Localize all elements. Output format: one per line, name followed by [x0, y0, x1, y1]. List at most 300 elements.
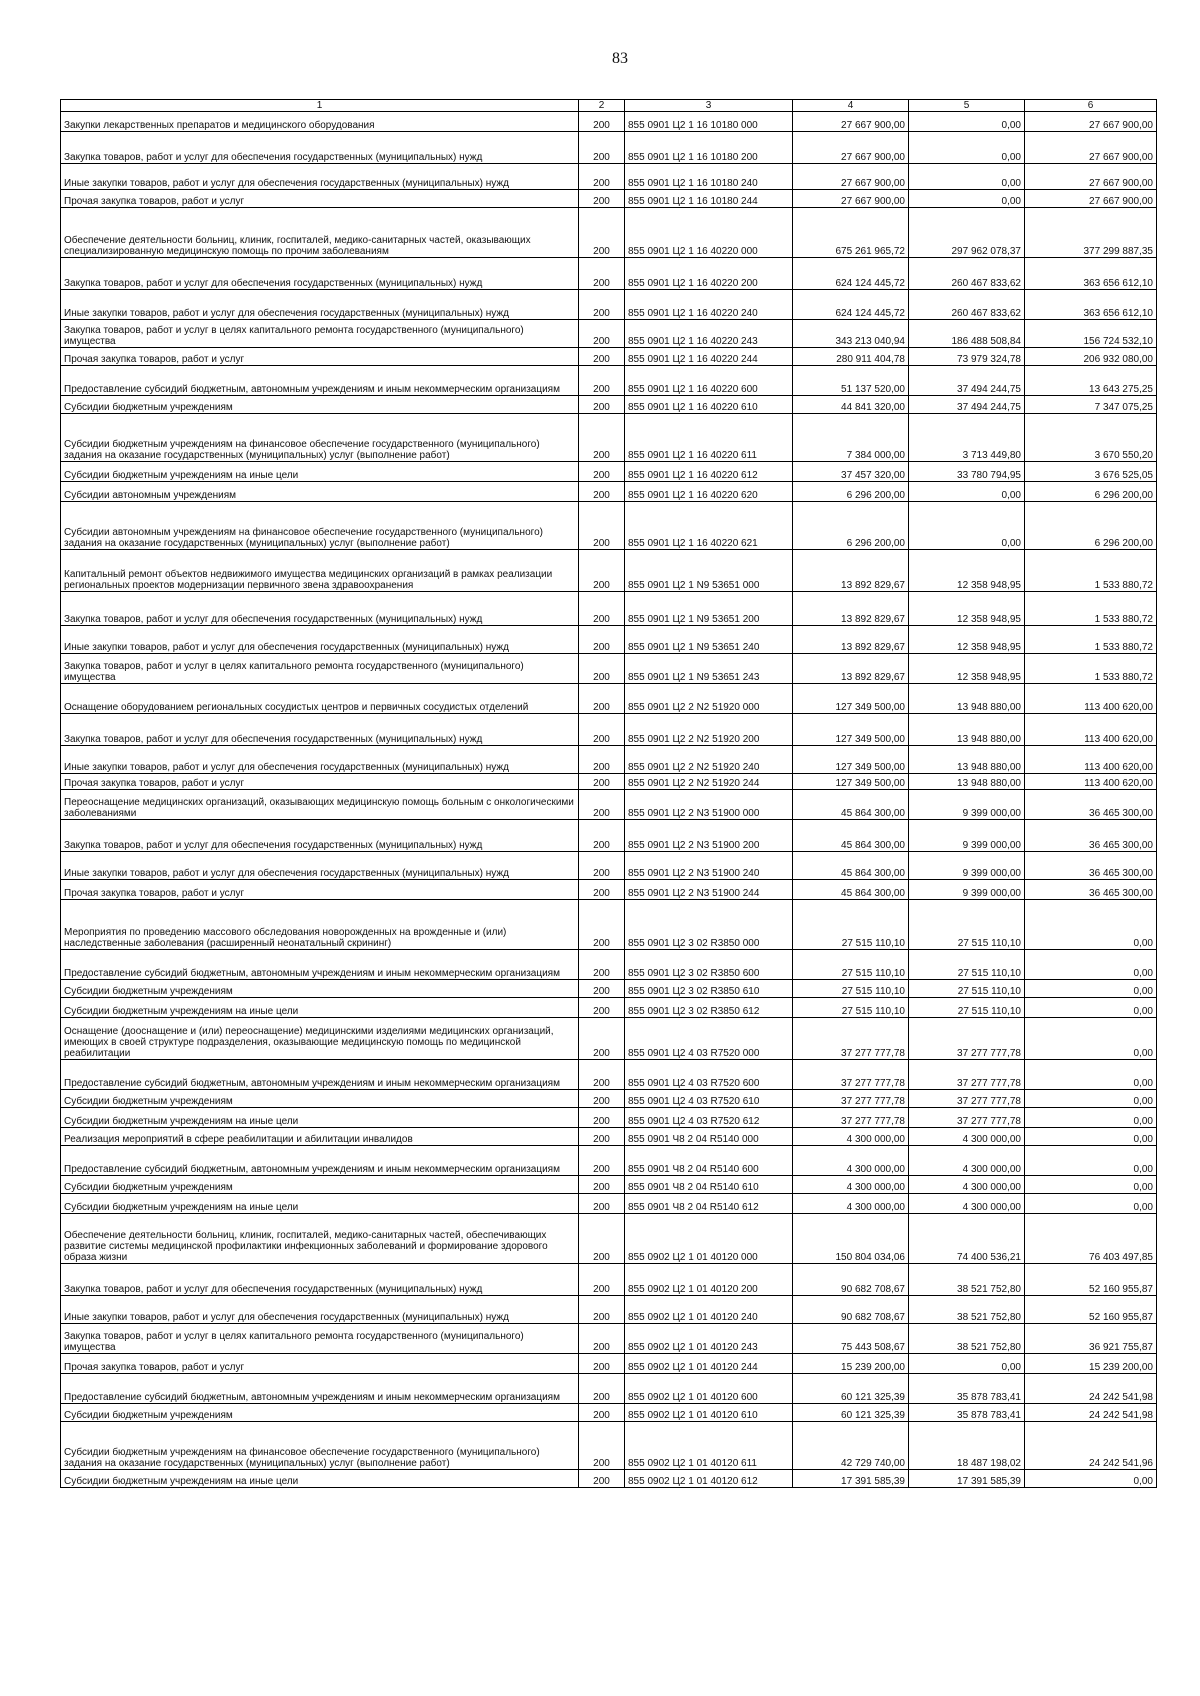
row-name: Иные закупки товаров, работ и услуг для обеспечения государственных (муниципальных) нужд — [61, 626, 579, 654]
row-value-6: 1 533 880,72 — [1025, 626, 1157, 654]
row-value-6: 15 239 200,00 — [1025, 1354, 1157, 1374]
row-value-6: 76 403 497,85 — [1025, 1214, 1157, 1264]
row-value-5: 27 515 110,10 — [909, 980, 1025, 998]
row-code: 200 — [579, 714, 625, 746]
row-kbk: 855 0901 Ц2 1 16 40220 620 — [625, 482, 793, 502]
row-value-5: 260 467 833,62 — [909, 258, 1025, 290]
page-number: 83 — [612, 50, 628, 67]
row-kbk: 855 0901 Ц2 1 16 10180 000 — [625, 112, 793, 132]
table-row — [61, 1404, 1157, 1422]
row-code: 200 — [579, 1194, 625, 1214]
table-row — [61, 714, 1157, 746]
row-kbk: 855 0901 Ч8 2 04 R5140 000 — [625, 1128, 793, 1146]
table-row — [61, 366, 1157, 396]
row-name: Закупка товаров, работ и услуг для обеспечения государственных (муниципальных) нужд — [61, 820, 579, 852]
row-value-6: 0,00 — [1025, 1194, 1157, 1214]
row-value-5: 74 400 536,21 — [909, 1214, 1025, 1264]
row-name: Субсидии бюджетным учреждениям — [61, 980, 579, 998]
row-value-6: 0,00 — [1025, 1018, 1157, 1060]
table-row — [61, 790, 1157, 820]
row-value-4: 27 515 110,10 — [793, 980, 909, 998]
row-kbk: 855 0901 Ц2 1 N9 53651 000 — [625, 550, 793, 592]
table-row — [61, 820, 1157, 852]
row-code: 200 — [579, 998, 625, 1018]
table-row — [61, 208, 1157, 258]
row-value-5: 3 713 449,80 — [909, 414, 1025, 462]
row-value-4: 44 841 320,00 — [793, 396, 909, 414]
header-col-4: 4 — [793, 100, 909, 112]
row-value-4: 45 864 300,00 — [793, 880, 909, 900]
row-name: Иные закупки товаров, работ и услуг для обеспечения государственных (муниципальных) нужд — [61, 746, 579, 774]
row-value-4: 4 300 000,00 — [793, 1128, 909, 1146]
row-kbk: 855 0901 Ц2 2 N3 51900 000 — [625, 790, 793, 820]
row-code: 200 — [579, 1018, 625, 1060]
row-code: 200 — [579, 1128, 625, 1146]
row-value-4: 6 296 200,00 — [793, 502, 909, 550]
row-code: 200 — [579, 774, 625, 790]
row-value-4: 27 667 900,00 — [793, 164, 909, 190]
row-code: 200 — [579, 852, 625, 880]
row-value-4: 60 121 325,39 — [793, 1404, 909, 1422]
table-row — [61, 1194, 1157, 1214]
table-row — [61, 654, 1157, 684]
row-value-5: 4 300 000,00 — [909, 1176, 1025, 1194]
table-row — [61, 980, 1157, 998]
row-name: Субсидии бюджетным учреждениям на иные цели — [61, 462, 579, 482]
row-kbk: 855 0901 Ц2 1 16 40220 243 — [625, 320, 793, 348]
row-code: 200 — [579, 502, 625, 550]
row-value-5: 38 521 752,80 — [909, 1296, 1025, 1324]
row-value-5: 38 521 752,80 — [909, 1324, 1025, 1354]
row-value-4: 42 729 740,00 — [793, 1422, 909, 1470]
table-row — [61, 684, 1157, 714]
row-value-4: 280 911 404,78 — [793, 348, 909, 366]
table-row — [61, 880, 1157, 900]
row-code: 200 — [579, 1108, 625, 1128]
row-name: Закупка товаров, работ и услуг для обеспечения государственных (муниципальных) нужд — [61, 258, 579, 290]
row-kbk: 855 0901 Ц2 1 16 40220 611 — [625, 414, 793, 462]
header-col-5: 5 — [909, 100, 1025, 112]
row-kbk: 855 0901 Ц2 2 N3 51900 240 — [625, 852, 793, 880]
row-name: Закупка товаров, работ и услуг для обеспечения государственных (муниципальных) нужд — [61, 132, 579, 164]
row-value-5: 260 467 833,62 — [909, 290, 1025, 320]
row-name: Прочая закупка товаров, работ и услуг — [61, 774, 579, 790]
row-value-4: 27 515 110,10 — [793, 998, 909, 1018]
row-kbk: 855 0901 Ц2 1 16 40220 600 — [625, 366, 793, 396]
row-value-6: 156 724 532,10 — [1025, 320, 1157, 348]
row-code: 200 — [579, 190, 625, 208]
row-name: Субсидии бюджетным учреждениям — [61, 1090, 579, 1108]
table-row — [61, 190, 1157, 208]
row-name: Субсидии бюджетным учреждениям на финансовое обеспечение государственного (муниципального) задания на оказание государственных (муниципальных) услуг (выполнение работ) — [61, 1422, 579, 1470]
row-name: Иные закупки товаров, работ и услуг для обеспечения государственных (муниципальных) нужд — [61, 164, 579, 190]
row-kbk: 855 0901 Ц2 4 03 R7520 000 — [625, 1018, 793, 1060]
row-value-4: 17 391 585,39 — [793, 1470, 909, 1488]
row-value-4: 4 300 000,00 — [793, 1176, 909, 1194]
row-value-5: 0,00 — [909, 190, 1025, 208]
row-value-6: 1 533 880,72 — [1025, 550, 1157, 592]
row-kbk: 855 0901 Ц2 1 N9 53651 243 — [625, 654, 793, 684]
row-value-6: 36 465 300,00 — [1025, 880, 1157, 900]
row-value-5: 12 358 948,95 — [909, 592, 1025, 626]
table-row — [61, 774, 1157, 790]
row-kbk: 855 0901 Ц2 1 16 10180 244 — [625, 190, 793, 208]
row-kbk: 855 0901 Ц2 1 16 40220 621 — [625, 502, 793, 550]
row-value-4: 27 667 900,00 — [793, 112, 909, 132]
row-kbk: 855 0901 Ц2 3 02 R3850 000 — [625, 900, 793, 950]
row-value-6: 1 533 880,72 — [1025, 592, 1157, 626]
row-code: 200 — [579, 820, 625, 852]
row-value-4: 624 124 445,72 — [793, 258, 909, 290]
row-value-5: 0,00 — [909, 132, 1025, 164]
row-name: Прочая закупка товаров, работ и услуг — [61, 880, 579, 900]
row-name: Закупка товаров, работ и услуг для обеспечения государственных (муниципальных) нужд — [61, 592, 579, 626]
row-value-6: 27 667 900,00 — [1025, 190, 1157, 208]
row-value-5: 35 878 783,41 — [909, 1374, 1025, 1404]
row-value-4: 15 239 200,00 — [793, 1354, 909, 1374]
row-name: Капитальный ремонт объектов недвижимого имущества медицинских организаций в рамках реализации региональных проектов модернизации первичного звена здравоохранения — [61, 550, 579, 592]
row-name: Закупка товаров, работ и услуг в целях капитального ремонта государственного (муниципального) имущества — [61, 1324, 579, 1354]
row-code: 200 — [579, 684, 625, 714]
table-row — [61, 482, 1157, 502]
row-kbk: 855 0901 Ц2 1 N9 53651 200 — [625, 592, 793, 626]
row-kbk: 855 0902 Ц2 1 01 40120 244 — [625, 1354, 793, 1374]
row-value-4: 27 667 900,00 — [793, 132, 909, 164]
row-value-4: 90 682 708,67 — [793, 1296, 909, 1324]
row-value-4: 13 892 829,67 — [793, 550, 909, 592]
table-row — [61, 1264, 1157, 1296]
row-name: Закупка товаров, работ и услуг для обеспечения государственных (муниципальных) нужд — [61, 1264, 579, 1296]
table-row — [61, 462, 1157, 482]
row-value-5: 27 515 110,10 — [909, 900, 1025, 950]
row-value-6: 0,00 — [1025, 980, 1157, 998]
row-value-5: 13 948 880,00 — [909, 774, 1025, 790]
row-kbk: 855 0901 Ц2 1 16 40220 200 — [625, 258, 793, 290]
row-name: Закупка товаров, работ и услуг в целях капитального ремонта государственного (муниципального) имущества — [61, 320, 579, 348]
table-row — [61, 396, 1157, 414]
table-row — [61, 1146, 1157, 1176]
row-code: 200 — [579, 900, 625, 950]
row-name: Мероприятия по проведению массового обследования новорожденных на врожденные и (или) наследственные заболевания (расширенный неонатальный скрининг) — [61, 900, 579, 950]
row-value-4: 127 349 500,00 — [793, 746, 909, 774]
table-row — [61, 1296, 1157, 1324]
budget-table — [60, 99, 1157, 1488]
row-name: Реализация мероприятий в сфере реабилитации и абилитации инвалидов — [61, 1128, 579, 1146]
row-code: 200 — [579, 550, 625, 592]
row-name: Субсидии бюджетным учреждениям на финансовое обеспечение государственного (муниципального) задания на оказание государственных (муниципальных) услуг (выполнение работ) — [61, 414, 579, 462]
table-row — [61, 1374, 1157, 1404]
row-kbk: 855 0901 Ч8 2 04 R5140 610 — [625, 1176, 793, 1194]
row-kbk: 855 0901 Ц2 1 16 10180 240 — [625, 164, 793, 190]
row-value-6: 36 465 300,00 — [1025, 852, 1157, 880]
row-kbk: 855 0901 Ц2 2 N2 51920 000 — [625, 684, 793, 714]
row-value-5: 13 948 880,00 — [909, 746, 1025, 774]
row-kbk: 855 0901 Ц2 2 N2 51920 240 — [625, 746, 793, 774]
row-code: 200 — [579, 482, 625, 502]
table-row — [61, 998, 1157, 1018]
row-value-6: 7 347 075,25 — [1025, 396, 1157, 414]
row-value-6: 206 932 080,00 — [1025, 348, 1157, 366]
row-value-6: 27 667 900,00 — [1025, 112, 1157, 132]
row-value-4: 150 804 034,06 — [793, 1214, 909, 1264]
row-name: Субсидии бюджетным учреждениям — [61, 1404, 579, 1422]
table-row — [61, 1018, 1157, 1060]
row-value-6: 113 400 620,00 — [1025, 714, 1157, 746]
row-code: 200 — [579, 980, 625, 998]
row-value-6: 24 242 541,98 — [1025, 1404, 1157, 1422]
row-value-5: 12 358 948,95 — [909, 654, 1025, 684]
row-name: Оснащение оборудованием региональных сосудистых центров и первичных сосудистых отделений — [61, 684, 579, 714]
row-kbk: 855 0901 Ц2 1 16 40220 244 — [625, 348, 793, 366]
row-value-6: 52 160 955,87 — [1025, 1296, 1157, 1324]
row-kbk: 855 0901 Ц2 4 03 R7520 600 — [625, 1060, 793, 1090]
row-value-5: 0,00 — [909, 164, 1025, 190]
row-kbk: 855 0901 Ч8 2 04 R5140 600 — [625, 1146, 793, 1176]
row-value-6: 113 400 620,00 — [1025, 774, 1157, 790]
row-name: Субсидии автономным учреждениям на финансовое обеспечение государственного (муниципального) задания на оказание государственных (муниципальных) услуг (выполнение работ) — [61, 502, 579, 550]
row-value-5: 9 399 000,00 — [909, 852, 1025, 880]
row-value-6: 24 242 541,98 — [1025, 1374, 1157, 1404]
header-col-2: 2 — [579, 100, 625, 112]
row-name: Иные закупки товаров, работ и услуг для обеспечения государственных (муниципальных) нужд — [61, 290, 579, 320]
row-value-6: 3 670 550,20 — [1025, 414, 1157, 462]
row-name: Субсидии бюджетным учреждениям — [61, 396, 579, 414]
table-row — [61, 414, 1157, 462]
row-value-4: 6 296 200,00 — [793, 482, 909, 502]
row-code: 200 — [579, 366, 625, 396]
row-kbk: 855 0901 Ц2 3 02 R3850 610 — [625, 980, 793, 998]
row-code: 200 — [579, 1296, 625, 1324]
row-value-4: 127 349 500,00 — [793, 684, 909, 714]
row-kbk: 855 0901 Ч8 2 04 R5140 612 — [625, 1194, 793, 1214]
row-code: 200 — [579, 320, 625, 348]
row-code: 200 — [579, 164, 625, 190]
row-kbk: 855 0901 Ц2 2 N2 51920 200 — [625, 714, 793, 746]
row-value-6: 36 465 300,00 — [1025, 790, 1157, 820]
row-value-5: 27 515 110,10 — [909, 998, 1025, 1018]
header-col-1: 1 — [61, 100, 579, 112]
table-row — [61, 1090, 1157, 1108]
row-kbk: 855 0901 Ц2 1 16 40220 612 — [625, 462, 793, 482]
row-value-5: 17 391 585,39 — [909, 1470, 1025, 1488]
row-kbk: 855 0902 Ц2 1 01 40120 611 — [625, 1422, 793, 1470]
row-code: 200 — [579, 626, 625, 654]
table-row — [61, 1060, 1157, 1090]
row-value-6: 6 296 200,00 — [1025, 482, 1157, 502]
row-value-4: 45 864 300,00 — [793, 820, 909, 852]
row-code: 200 — [579, 1146, 625, 1176]
row-name: Оснащение (дооснащение и (или) переоснащение) медицинскими изделиями медицинских организаций, имеющих в своей структуре подразделения, оказывающие медицинскую помощь по медицинской реабилитации — [61, 1018, 579, 1060]
row-value-5: 37 494 244,75 — [909, 396, 1025, 414]
row-value-6: 113 400 620,00 — [1025, 684, 1157, 714]
row-value-5: 12 358 948,95 — [909, 626, 1025, 654]
row-code: 200 — [579, 950, 625, 980]
row-value-4: 37 277 777,78 — [793, 1108, 909, 1128]
row-value-5: 33 780 794,95 — [909, 462, 1025, 482]
row-name: Прочая закупка товаров, работ и услуг — [61, 348, 579, 366]
row-value-4: 75 443 508,67 — [793, 1324, 909, 1354]
table-row — [61, 626, 1157, 654]
row-name: Иные закупки товаров, работ и услуг для обеспечения государственных (муниципальных) нужд — [61, 1296, 579, 1324]
row-kbk: 855 0902 Ц2 1 01 40120 612 — [625, 1470, 793, 1488]
row-code: 200 — [579, 592, 625, 626]
table-row — [61, 112, 1157, 132]
row-value-4: 37 277 777,78 — [793, 1060, 909, 1090]
table-row — [61, 746, 1157, 774]
row-name: Обеспечение деятельности больниц, клиник, госпиталей, медико-санитарных частей, обеспечивающих развитие системы медицинской профилактики инфекционных заболеваний и формирование здорового образа жизни — [61, 1214, 579, 1264]
row-value-6: 0,00 — [1025, 1108, 1157, 1128]
row-kbk: 855 0901 Ц2 1 16 40220 240 — [625, 290, 793, 320]
row-kbk: 855 0901 Ц2 2 N2 51920 244 — [625, 774, 793, 790]
row-code: 200 — [579, 1422, 625, 1470]
row-value-4: 37 277 777,78 — [793, 1090, 909, 1108]
row-code: 200 — [579, 462, 625, 482]
row-value-5: 4 300 000,00 — [909, 1146, 1025, 1176]
row-value-5: 37 277 777,78 — [909, 1060, 1025, 1090]
row-name: Субсидии бюджетным учреждениям на иные цели — [61, 998, 579, 1018]
row-value-4: 624 124 445,72 — [793, 290, 909, 320]
row-name: Закупка товаров, работ и услуг в целях капитального ремонта государственного (муниципального) имущества — [61, 654, 579, 684]
row-value-6: 0,00 — [1025, 1470, 1157, 1488]
header-col-6: 6 — [1025, 100, 1157, 112]
row-name: Предоставление субсидий бюджетным, автономным учреждениям и иным некоммерческим организациям — [61, 1374, 579, 1404]
row-value-4: 343 213 040,94 — [793, 320, 909, 348]
row-value-6: 27 667 900,00 — [1025, 164, 1157, 190]
row-value-5: 27 515 110,10 — [909, 950, 1025, 980]
row-value-6: 0,00 — [1025, 1176, 1157, 1194]
row-code: 200 — [579, 132, 625, 164]
row-value-5: 13 948 880,00 — [909, 684, 1025, 714]
row-value-4: 37 457 320,00 — [793, 462, 909, 482]
row-name: Закупка товаров, работ и услуг для обеспечения государственных (муниципальных) нужд — [61, 714, 579, 746]
table-row — [61, 550, 1157, 592]
row-kbk: 855 0901 Ц2 3 02 R3850 600 — [625, 950, 793, 980]
row-value-5: 18 487 198,02 — [909, 1422, 1025, 1470]
row-kbk: 855 0902 Ц2 1 01 40120 200 — [625, 1264, 793, 1296]
row-code: 200 — [579, 348, 625, 366]
row-code: 200 — [579, 396, 625, 414]
row-kbk: 855 0901 Ц2 4 03 R7520 612 — [625, 1108, 793, 1128]
row-value-6: 0,00 — [1025, 1090, 1157, 1108]
row-name: Предоставление субсидий бюджетным, автономным учреждениям и иным некоммерческим организациям — [61, 1146, 579, 1176]
table-row — [61, 320, 1157, 348]
row-value-6: 36 465 300,00 — [1025, 820, 1157, 852]
row-name: Предоставление субсидий бюджетным, автономным учреждениям и иным некоммерческим организациям — [61, 950, 579, 980]
row-name: Субсидии бюджетным учреждениям на иные цели — [61, 1194, 579, 1214]
row-value-6: 363 656 612,10 — [1025, 258, 1157, 290]
row-value-6: 113 400 620,00 — [1025, 746, 1157, 774]
row-value-6: 363 656 612,10 — [1025, 290, 1157, 320]
row-value-4: 675 261 965,72 — [793, 208, 909, 258]
table-row — [61, 900, 1157, 950]
row-code: 200 — [579, 208, 625, 258]
table-row — [61, 592, 1157, 626]
row-value-6: 13 643 275,25 — [1025, 366, 1157, 396]
table-row — [61, 164, 1157, 190]
row-value-4: 51 137 520,00 — [793, 366, 909, 396]
row-code: 200 — [579, 1176, 625, 1194]
row-value-5: 12 358 948,95 — [909, 550, 1025, 592]
row-code: 200 — [579, 1404, 625, 1422]
row-kbk: 855 0902 Ц2 1 01 40120 240 — [625, 1296, 793, 1324]
table-row — [61, 950, 1157, 980]
header-col-3: 3 — [625, 100, 793, 112]
row-value-6: 0,00 — [1025, 950, 1157, 980]
row-code: 200 — [579, 1090, 625, 1108]
row-value-5: 38 521 752,80 — [909, 1264, 1025, 1296]
row-code: 200 — [579, 1374, 625, 1404]
row-value-5: 73 979 324,78 — [909, 348, 1025, 366]
row-value-5: 37 277 777,78 — [909, 1090, 1025, 1108]
row-value-6: 0,00 — [1025, 1146, 1157, 1176]
row-value-4: 27 515 110,10 — [793, 950, 909, 980]
row-kbk: 855 0902 Ц2 1 01 40120 610 — [625, 1404, 793, 1422]
row-value-6: 24 242 541,96 — [1025, 1422, 1157, 1470]
table-row — [61, 1324, 1157, 1354]
row-value-5: 0,00 — [909, 502, 1025, 550]
row-code: 200 — [579, 1060, 625, 1090]
row-value-5: 37 277 777,78 — [909, 1108, 1025, 1128]
row-kbk: 855 0902 Ц2 1 01 40120 000 — [625, 1214, 793, 1264]
row-value-5: 9 399 000,00 — [909, 820, 1025, 852]
table-row — [61, 1108, 1157, 1128]
table-row — [61, 1128, 1157, 1146]
row-kbk: 855 0902 Ц2 1 01 40120 243 — [625, 1324, 793, 1354]
row-value-4: 90 682 708,67 — [793, 1264, 909, 1296]
header-row — [61, 100, 1157, 112]
row-value-4: 13 892 829,67 — [793, 592, 909, 626]
row-kbk: 855 0902 Ц2 1 01 40120 600 — [625, 1374, 793, 1404]
row-name: Прочая закупка товаров, работ и услуг — [61, 1354, 579, 1374]
row-value-4: 127 349 500,00 — [793, 714, 909, 746]
row-value-6: 36 921 755,87 — [1025, 1324, 1157, 1354]
row-name: Обеспечение деятельности больниц, клиник, госпиталей, медико-санитарных частей, оказывающих специализированную медицинскую помощь по прочим заболеваниям — [61, 208, 579, 258]
row-value-4: 13 892 829,67 — [793, 654, 909, 684]
row-value-6: 27 667 900,00 — [1025, 132, 1157, 164]
row-code: 200 — [579, 1324, 625, 1354]
row-kbk: 855 0901 Ц2 1 N9 53651 240 — [625, 626, 793, 654]
row-code: 200 — [579, 1214, 625, 1264]
row-value-4: 4 300 000,00 — [793, 1146, 909, 1176]
row-code: 200 — [579, 1264, 625, 1296]
row-name: Переоснащение медицинских организаций, оказывающих медицинскую помощь больным с онкологическими заболеваниями — [61, 790, 579, 820]
row-code: 200 — [579, 654, 625, 684]
row-value-6: 0,00 — [1025, 1060, 1157, 1090]
row-kbk: 855 0901 Ц2 2 N3 51900 200 — [625, 820, 793, 852]
row-value-4: 127 349 500,00 — [793, 774, 909, 790]
row-kbk: 855 0901 Ц2 3 02 R3850 612 — [625, 998, 793, 1018]
table-row — [61, 290, 1157, 320]
row-kbk: 855 0901 Ц2 1 16 40220 610 — [625, 396, 793, 414]
row-code: 200 — [579, 414, 625, 462]
row-name: Прочая закупка товаров, работ и услуг — [61, 190, 579, 208]
row-kbk: 855 0901 Ц2 1 16 40220 000 — [625, 208, 793, 258]
row-code: 200 — [579, 258, 625, 290]
row-value-5: 37 494 244,75 — [909, 366, 1025, 396]
table-row — [61, 1214, 1157, 1264]
row-name: Предоставление субсидий бюджетным, автономным учреждениям и иным некоммерческим организациям — [61, 366, 579, 396]
row-value-5: 0,00 — [909, 112, 1025, 132]
row-value-4: 4 300 000,00 — [793, 1194, 909, 1214]
row-value-5: 297 962 078,37 — [909, 208, 1025, 258]
row-value-5: 186 488 508,84 — [909, 320, 1025, 348]
row-value-5: 9 399 000,00 — [909, 880, 1025, 900]
row-code: 200 — [579, 790, 625, 820]
table-row — [61, 348, 1157, 366]
row-name: Субсидии бюджетным учреждениям — [61, 1176, 579, 1194]
table-body — [61, 112, 1157, 1488]
row-code: 200 — [579, 1470, 625, 1488]
